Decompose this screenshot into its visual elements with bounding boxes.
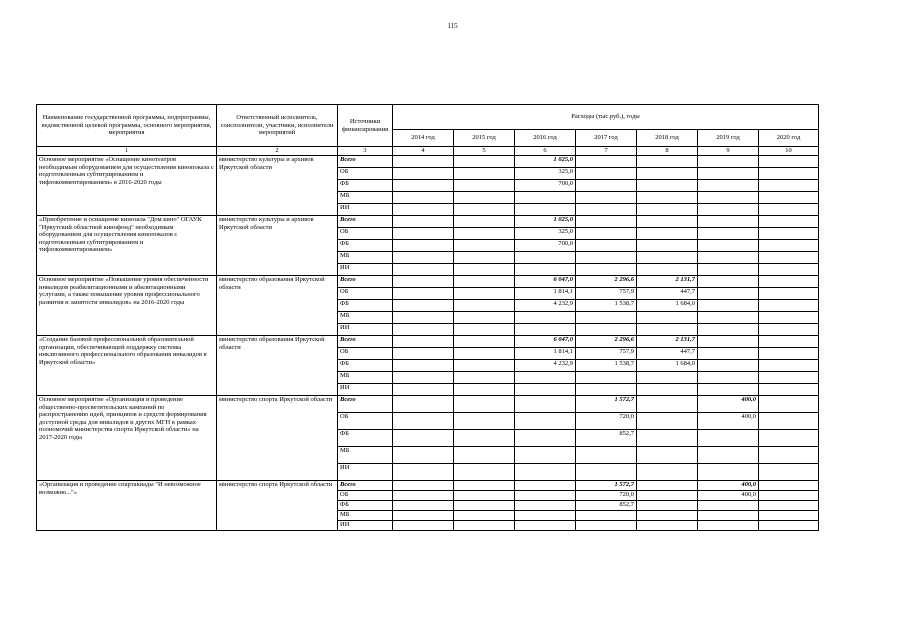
amount-cell: [515, 430, 576, 447]
amount-cell: [576, 192, 637, 204]
amount-cell: [454, 501, 515, 511]
amount-cell: [759, 521, 819, 531]
amount-cell: [637, 204, 698, 216]
amount-cell: [393, 324, 454, 336]
amount-cell: [454, 348, 515, 360]
amount-cell: [637, 384, 698, 396]
amount-cell: [454, 336, 515, 348]
column-number: 4: [393, 147, 454, 156]
funding-source: ИИ: [338, 384, 393, 396]
measure-name: «Приобретение и оснащение кинозала "Дом кино" ОГАУК "Иркутский областной кинофонд" необходимым оборудованием для осуществления кинопоказов с подготовленным субтитрированием и тифлокомментированием»: [37, 216, 217, 276]
column-number: 8: [637, 147, 698, 156]
amount-cell: [454, 384, 515, 396]
funding-source: Всего: [338, 216, 393, 228]
amount-cell: [454, 312, 515, 324]
amount-cell: [393, 348, 454, 360]
amount-cell: [637, 511, 698, 521]
amount-cell: [393, 511, 454, 521]
amount-cell: [454, 216, 515, 228]
funding-source: Всего: [338, 276, 393, 288]
amount-cell: [698, 324, 759, 336]
column-number: 1: [37, 147, 217, 156]
funding-source: МБ: [338, 252, 393, 264]
amount-cell: [454, 276, 515, 288]
amount-cell: [759, 252, 819, 264]
amount-cell: [393, 384, 454, 396]
amount-cell: [576, 216, 637, 228]
amount-cell: 720,0: [576, 413, 637, 430]
measure-name: Основное мероприятие «Повышение уровня обеспеченности инвалидов реабилитационными и абилитационными услугами, а также повышение уровня профессионального развития и занятости инвалидов» на 2016-2020 годы: [37, 276, 217, 336]
amount-cell: 1 814,1: [515, 288, 576, 300]
amount-cell: [759, 156, 819, 168]
amount-cell: [576, 180, 637, 192]
funding-source: ИИ: [338, 264, 393, 276]
amount-cell: [698, 192, 759, 204]
amount-cell: [698, 264, 759, 276]
amount-cell: [393, 447, 454, 464]
amount-cell: [576, 204, 637, 216]
amount-cell: 2 131,7: [637, 276, 698, 288]
amount-cell: [393, 276, 454, 288]
header-funding-source: Источники финансирования: [338, 105, 393, 147]
column-number: 7: [576, 147, 637, 156]
amount-cell: [698, 228, 759, 240]
amount-cell: [698, 464, 759, 481]
amount-cell: [759, 501, 819, 511]
amount-cell: [759, 180, 819, 192]
amount-cell: [393, 204, 454, 216]
amount-cell: [637, 312, 698, 324]
column-number: 6: [515, 147, 576, 156]
amount-cell: [454, 413, 515, 430]
amount-cell: [759, 312, 819, 324]
funding-source: МБ: [338, 372, 393, 384]
amount-cell: [759, 396, 819, 413]
amount-cell: [698, 348, 759, 360]
funding-source: ОБ: [338, 288, 393, 300]
amount-cell: [637, 324, 698, 336]
amount-cell: [454, 240, 515, 252]
amount-cell: [454, 264, 515, 276]
funding-source: МБ: [338, 192, 393, 204]
amount-cell: [637, 192, 698, 204]
amount-cell: [454, 396, 515, 413]
measure-executor: министерство образования Иркутской области: [217, 276, 338, 336]
table-row: [37, 276, 819, 288]
amount-cell: [576, 156, 637, 168]
amount-cell: [515, 521, 576, 531]
table-row: [37, 481, 819, 491]
amount-cell: [576, 521, 637, 531]
column-number: 2: [217, 147, 338, 156]
amount-cell: 4 232,9: [515, 360, 576, 372]
amount-cell: [698, 288, 759, 300]
column-number: 9: [698, 147, 759, 156]
funding-source: МБ: [338, 447, 393, 464]
funding-source: ИИ: [338, 324, 393, 336]
amount-cell: [393, 396, 454, 413]
funding-source: Всего: [338, 156, 393, 168]
amount-cell: [759, 300, 819, 312]
amount-cell: [698, 360, 759, 372]
header-year: 2020 год: [759, 130, 819, 147]
amount-cell: [759, 511, 819, 521]
amount-cell: [454, 300, 515, 312]
funding-source: ИИ: [338, 204, 393, 216]
amount-cell: [454, 252, 515, 264]
amount-cell: [637, 240, 698, 252]
amount-cell: [515, 372, 576, 384]
amount-cell: [576, 324, 637, 336]
amount-cell: [759, 413, 819, 430]
amount-cell: 325,0: [515, 168, 576, 180]
funding-source: МБ: [338, 312, 393, 324]
amount-cell: [454, 521, 515, 531]
amount-cell: [637, 501, 698, 511]
amount-cell: [393, 491, 454, 501]
amount-cell: [759, 216, 819, 228]
amount-cell: [454, 491, 515, 501]
amount-cell: [637, 413, 698, 430]
amount-cell: 6 047,0: [515, 336, 576, 348]
measure-name: «Создание базовой профессиональной образовательной организации, обеспечивающей поддержку системы инклюзивного профессионального образования инвалидов в Иркутской области»: [37, 336, 217, 396]
header-year: 2018 год: [637, 130, 698, 147]
header-expenses: Расходы (тыс.руб.), годы: [393, 105, 819, 130]
amount-cell: [698, 252, 759, 264]
amount-cell: 757,9: [576, 288, 637, 300]
amount-cell: [698, 430, 759, 447]
amount-cell: [698, 216, 759, 228]
amount-cell: [393, 228, 454, 240]
amount-cell: 6 047,0: [515, 276, 576, 288]
amount-cell: [759, 430, 819, 447]
amount-cell: [515, 324, 576, 336]
amount-cell: 1 572,7: [576, 481, 637, 491]
funding-source: МБ: [338, 511, 393, 521]
amount-cell: [759, 288, 819, 300]
amount-cell: [637, 481, 698, 491]
column-number: 10: [759, 147, 819, 156]
amount-cell: [759, 168, 819, 180]
amount-cell: [759, 276, 819, 288]
amount-cell: [698, 336, 759, 348]
amount-cell: [393, 372, 454, 384]
amount-cell: [637, 396, 698, 413]
amount-cell: [515, 481, 576, 491]
amount-cell: 400,0: [698, 491, 759, 501]
amount-cell: [637, 216, 698, 228]
amount-cell: [454, 430, 515, 447]
amount-cell: [393, 216, 454, 228]
amount-cell: [698, 240, 759, 252]
amount-cell: [576, 464, 637, 481]
amount-cell: 700,0: [515, 180, 576, 192]
funding-source: ФБ: [338, 501, 393, 511]
amount-cell: 2 296,6: [576, 336, 637, 348]
amount-cell: [576, 511, 637, 521]
amount-cell: [576, 372, 637, 384]
amount-cell: [698, 180, 759, 192]
amount-cell: [393, 430, 454, 447]
amount-cell: [759, 204, 819, 216]
amount-cell: [759, 192, 819, 204]
amount-cell: [576, 447, 637, 464]
amount-cell: [454, 288, 515, 300]
amount-cell: [759, 348, 819, 360]
amount-cell: [637, 447, 698, 464]
amount-cell: [759, 360, 819, 372]
amount-cell: [759, 264, 819, 276]
amount-cell: [393, 360, 454, 372]
amount-cell: [637, 464, 698, 481]
amount-cell: [515, 312, 576, 324]
amount-cell: [393, 413, 454, 430]
amount-cell: 400,0: [698, 396, 759, 413]
amount-cell: [637, 491, 698, 501]
amount-cell: [454, 511, 515, 521]
amount-cell: [759, 464, 819, 481]
amount-cell: [515, 384, 576, 396]
amount-cell: [698, 372, 759, 384]
amount-cell: [637, 168, 698, 180]
amount-cell: [515, 501, 576, 511]
amount-cell: [698, 156, 759, 168]
amount-cell: [698, 312, 759, 324]
amount-cell: [454, 156, 515, 168]
amount-cell: 757,9: [576, 348, 637, 360]
amount-cell: [393, 240, 454, 252]
expenses-table: [36, 104, 819, 531]
funding-source: Всего: [338, 396, 393, 413]
header-year: 2016 год: [515, 130, 576, 147]
amount-cell: [576, 228, 637, 240]
header-year: 2017 год: [576, 130, 637, 147]
amount-cell: [759, 324, 819, 336]
header-year: 2019 год: [698, 130, 759, 147]
amount-cell: [454, 228, 515, 240]
amount-cell: [576, 252, 637, 264]
amount-cell: [759, 372, 819, 384]
amount-cell: [515, 396, 576, 413]
amount-cell: 400,0: [698, 413, 759, 430]
column-number: 3: [338, 147, 393, 156]
measure-executor: министерство спорта Иркутской области: [217, 481, 338, 531]
amount-cell: [515, 413, 576, 430]
amount-cell: [698, 521, 759, 531]
amount-cell: [698, 501, 759, 511]
funding-source: ИИ: [338, 521, 393, 531]
amount-cell: [393, 156, 454, 168]
funding-source: Всего: [338, 481, 393, 491]
amount-cell: [454, 168, 515, 180]
amount-cell: [515, 204, 576, 216]
amount-cell: [759, 228, 819, 240]
amount-cell: [393, 521, 454, 531]
funding-source: ФБ: [338, 180, 393, 192]
amount-cell: 720,0: [576, 491, 637, 501]
funding-source: ОБ: [338, 168, 393, 180]
amount-cell: [637, 180, 698, 192]
amount-cell: 447,7: [637, 348, 698, 360]
amount-cell: 2 296,6: [576, 276, 637, 288]
measure-name: Основное мероприятие «Оснащение кинотеатров необходимым оборудованием для осуществления кинопоказа с подготовленным субтитрированием и тифлокомментированием» в 2016-2020 годы: [37, 156, 217, 216]
amount-cell: [759, 447, 819, 464]
table-row: [37, 396, 819, 413]
table-row: [37, 336, 819, 348]
amount-cell: [454, 447, 515, 464]
funding-source: ФБ: [338, 430, 393, 447]
amount-cell: [454, 481, 515, 491]
funding-source: ФБ: [338, 360, 393, 372]
funding-source: ОБ: [338, 413, 393, 430]
amount-cell: 1 814,1: [515, 348, 576, 360]
measure-executor: министерство культуры и архивов Иркутской области: [217, 216, 338, 276]
amount-cell: [393, 501, 454, 511]
amount-cell: [576, 264, 637, 276]
amount-cell: 1 538,7: [576, 300, 637, 312]
amount-cell: 400,0: [698, 481, 759, 491]
header-program-name: Наименование государственной программы, подпрограммы, ведомственной целевой программы, основного мероприятия, мероприятия: [37, 105, 217, 147]
amount-cell: [515, 252, 576, 264]
amount-cell: [393, 192, 454, 204]
amount-cell: [454, 360, 515, 372]
amount-cell: [759, 481, 819, 491]
amount-cell: [698, 511, 759, 521]
amount-cell: [454, 372, 515, 384]
amount-cell: [515, 511, 576, 521]
table-row: [37, 216, 819, 228]
amount-cell: [393, 168, 454, 180]
amount-cell: [637, 252, 698, 264]
amount-cell: [637, 228, 698, 240]
header-executor: Ответственный исполнитель, соисполнители, участники, исполнители мероприятий: [217, 105, 338, 147]
measure-name: «Организация и проведение спартакиады "И невозможное возможно..."»: [37, 481, 217, 531]
amount-cell: [576, 384, 637, 396]
amount-cell: 325,0: [515, 228, 576, 240]
amount-cell: 1 684,0: [637, 360, 698, 372]
amount-cell: [698, 447, 759, 464]
measure-executor: министерство спорта Иркутской области: [217, 396, 338, 481]
amount-cell: [698, 276, 759, 288]
amount-cell: [759, 384, 819, 396]
amount-cell: [698, 384, 759, 396]
amount-cell: [637, 430, 698, 447]
header-year: 2015 год: [454, 130, 515, 147]
amount-cell: [393, 288, 454, 300]
amount-cell: [393, 312, 454, 324]
measure-name: Основное мероприятие «Организация и проведение общественно-просветительских кампаний по распространению идей, принципов и средств формирования доступной среды для инвалидов и других МГН в рамках полномочий министерства спорта Иркутской области» на 2017-2020 годы: [37, 396, 217, 481]
amount-cell: 1 025,0: [515, 156, 576, 168]
column-number: 5: [454, 147, 515, 156]
amount-cell: [637, 156, 698, 168]
amount-cell: 1 684,0: [637, 300, 698, 312]
amount-cell: 1 538,7: [576, 360, 637, 372]
measure-executor: министерство культуры и архивов Иркутской области: [217, 156, 338, 216]
amount-cell: [698, 300, 759, 312]
amount-cell: [515, 464, 576, 481]
amount-cell: [454, 180, 515, 192]
amount-cell: [698, 204, 759, 216]
amount-cell: [393, 264, 454, 276]
amount-cell: [454, 204, 515, 216]
header-year: 2014 год: [393, 130, 454, 147]
amount-cell: [393, 252, 454, 264]
funding-source: ИИ: [338, 464, 393, 481]
amount-cell: [393, 481, 454, 491]
amount-cell: [576, 312, 637, 324]
amount-cell: [515, 491, 576, 501]
amount-cell: [515, 447, 576, 464]
funding-source: ФБ: [338, 240, 393, 252]
amount-cell: 852,7: [576, 430, 637, 447]
funding-source: ФБ: [338, 300, 393, 312]
amount-cell: 700,0: [515, 240, 576, 252]
amount-cell: [698, 168, 759, 180]
funding-source: ОБ: [338, 491, 393, 501]
amount-cell: [759, 336, 819, 348]
amount-cell: [393, 464, 454, 481]
funding-source: Всего: [338, 336, 393, 348]
amount-cell: [637, 521, 698, 531]
funding-source: ОБ: [338, 348, 393, 360]
amount-cell: [515, 264, 576, 276]
amount-cell: [393, 336, 454, 348]
amount-cell: [515, 192, 576, 204]
amount-cell: 852,7: [576, 501, 637, 511]
table-row: [37, 156, 819, 168]
funding-source: ОБ: [338, 228, 393, 240]
amount-cell: [393, 180, 454, 192]
amount-cell: 447,7: [637, 288, 698, 300]
amount-cell: 4 232,9: [515, 300, 576, 312]
amount-cell: 1 025,0: [515, 216, 576, 228]
amount-cell: [576, 168, 637, 180]
amount-cell: [454, 192, 515, 204]
amount-cell: [454, 464, 515, 481]
amount-cell: [759, 240, 819, 252]
amount-cell: 2 131,7: [637, 336, 698, 348]
amount-cell: [759, 491, 819, 501]
amount-cell: [576, 240, 637, 252]
amount-cell: [637, 264, 698, 276]
amount-cell: [637, 372, 698, 384]
measure-executor: министерство образования Иркутской области: [217, 336, 338, 396]
amount-cell: 1 572,7: [576, 396, 637, 413]
page-number: 115: [447, 22, 458, 30]
amount-cell: [454, 324, 515, 336]
amount-cell: [393, 300, 454, 312]
